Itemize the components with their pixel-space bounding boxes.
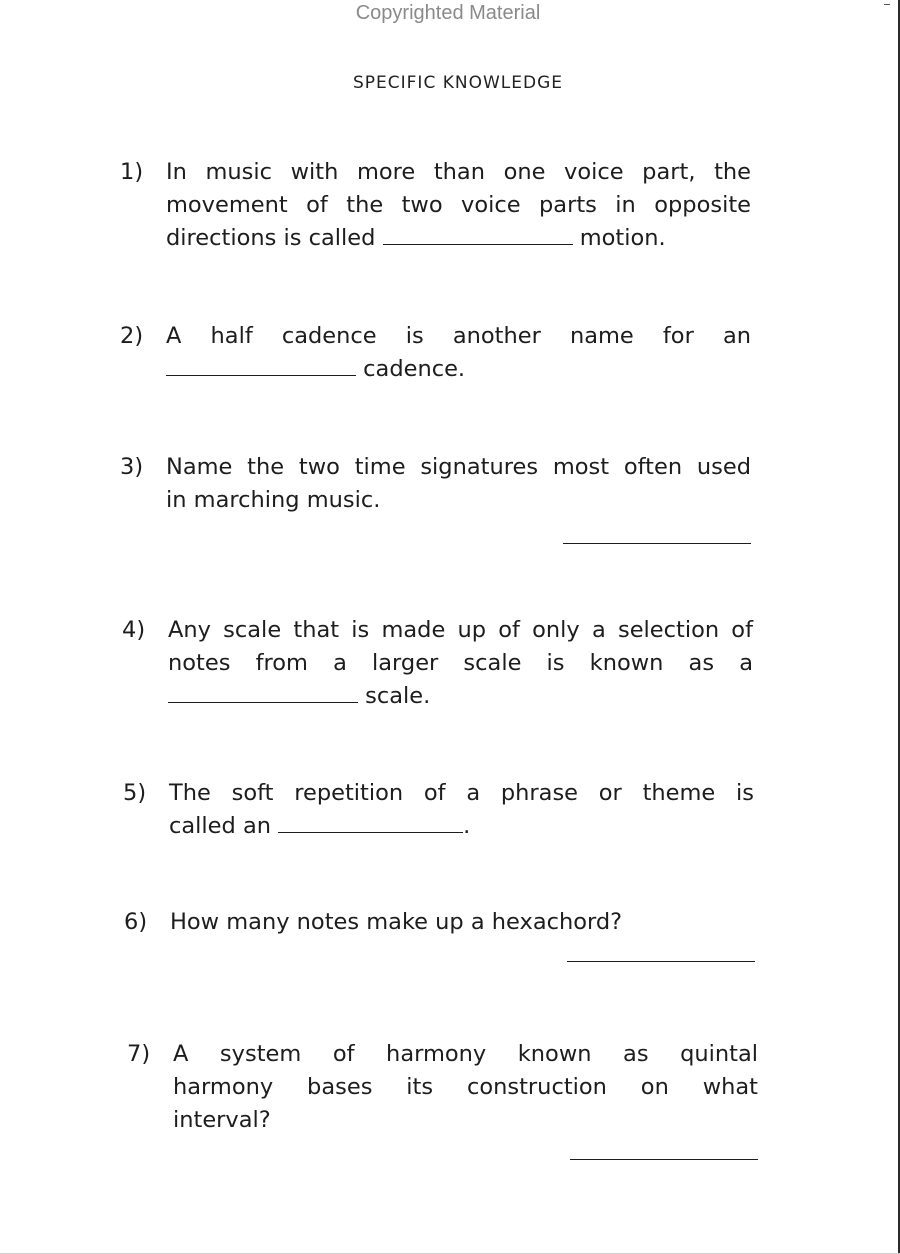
question-number: 6) (124, 909, 148, 935)
question-number: 4) (122, 617, 146, 643)
question-number: 5) (123, 780, 147, 806)
question-text: Name the two time signatures most often used in marching music. (166, 454, 751, 513)
answer-line[interactable] (563, 543, 751, 544)
section-heading: SPECIFIC KNOWLEDGE (352, 73, 563, 93)
question-text: In music with more than one voice part, the movement of the two voice parts in opposite directions is called motion. (166, 159, 751, 251)
question-number: 2) (120, 323, 144, 349)
question-number: 7) (127, 1041, 151, 1067)
question-text: A system of harmony known as quintal harmony bases its construction on what interval? (173, 1041, 758, 1133)
answer-line[interactable] (567, 961, 755, 962)
answer-blank[interactable] (278, 810, 463, 833)
question-text: Any scale that is made up of only a selection of notes from a larger scale is known as a scale. (168, 617, 753, 709)
question-number: 3) (120, 454, 144, 480)
answer-blank[interactable] (166, 353, 356, 376)
question-text: A half cadence is another name for an cadence. (166, 323, 751, 382)
question-text: How many notes make up a hexachord? (170, 909, 623, 935)
question-number: 1) (120, 159, 144, 185)
answer-line[interactable] (570, 1159, 758, 1160)
answer-blank[interactable] (383, 222, 573, 245)
question-text: The soft repetition of a phrase or theme is called an . (169, 780, 754, 839)
copyright-notice: Copyrighted Material (355, 2, 541, 24)
answer-blank[interactable] (168, 680, 358, 703)
